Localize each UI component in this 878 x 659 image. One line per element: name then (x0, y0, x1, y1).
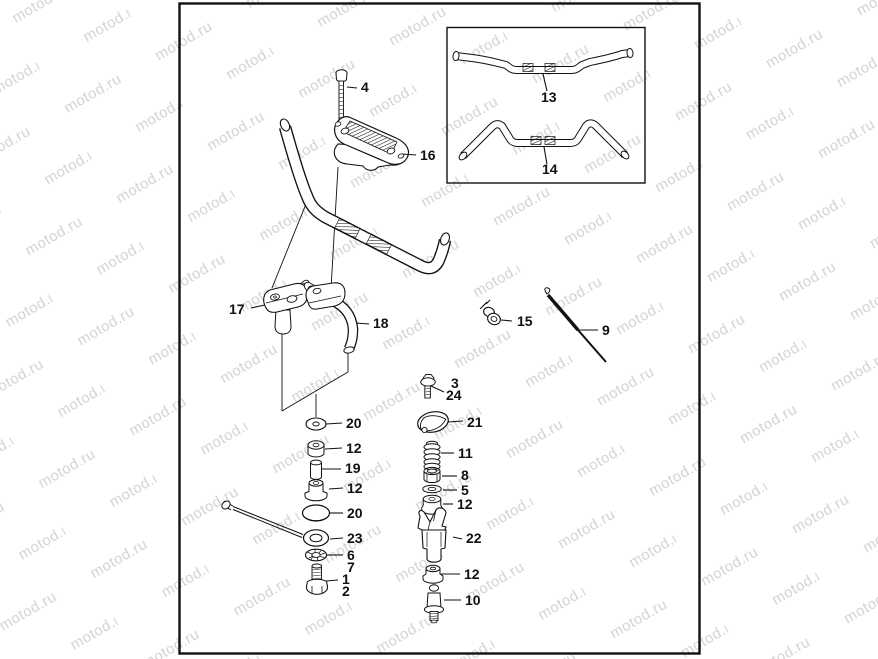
callout-21: 21 (467, 414, 483, 430)
part-12-bushing (308, 441, 324, 457)
part-6-lock-washer (306, 549, 327, 561)
callout-12: 12 (346, 440, 362, 456)
callout-12: 12 (457, 496, 473, 512)
callout-9: 9 (602, 322, 610, 338)
part-23-eyelet (304, 530, 329, 546)
callout-14: 14 (542, 161, 558, 177)
callout-17: 17 (229, 301, 245, 317)
callout-7: 7 (347, 559, 355, 575)
part-11-spring (424, 441, 440, 470)
callout-22: 22 (466, 530, 482, 546)
callout-12: 12 (464, 566, 480, 582)
callout-16: 16 (420, 147, 436, 163)
callout-15: 15 (517, 313, 533, 329)
callout-1: 1 (342, 571, 350, 587)
callout-23: 23 (347, 530, 363, 546)
callout-19: 19 (345, 460, 361, 476)
callout-4: 4 (361, 79, 369, 95)
callout-13: 13 (541, 89, 557, 105)
callout-3: 3 (451, 375, 459, 391)
callout-2: 2 (342, 583, 350, 599)
part-20-washer (306, 418, 326, 430)
part-20-cap (303, 505, 330, 521)
part-8-nut (424, 467, 440, 482)
callout-12: 12 (347, 480, 363, 496)
knurl-band (545, 137, 555, 145)
callout-11: 11 (458, 445, 473, 461)
part-5-washer (423, 485, 441, 493)
knurl-band (523, 64, 533, 72)
callout-10: 10 (465, 592, 481, 608)
knurl-band (531, 137, 541, 145)
callout-8: 8 (461, 467, 469, 483)
callout-24: 24 (446, 387, 462, 403)
knurl-band (545, 64, 555, 72)
part-12-bushing (423, 565, 443, 583)
callout-5: 5 (461, 482, 469, 498)
callout-20: 20 (346, 415, 362, 431)
callout-18: 18 (373, 315, 389, 331)
callout-6: 6 (347, 547, 355, 563)
part-19-spacer (311, 460, 322, 479)
callout-20: 20 (347, 505, 363, 521)
